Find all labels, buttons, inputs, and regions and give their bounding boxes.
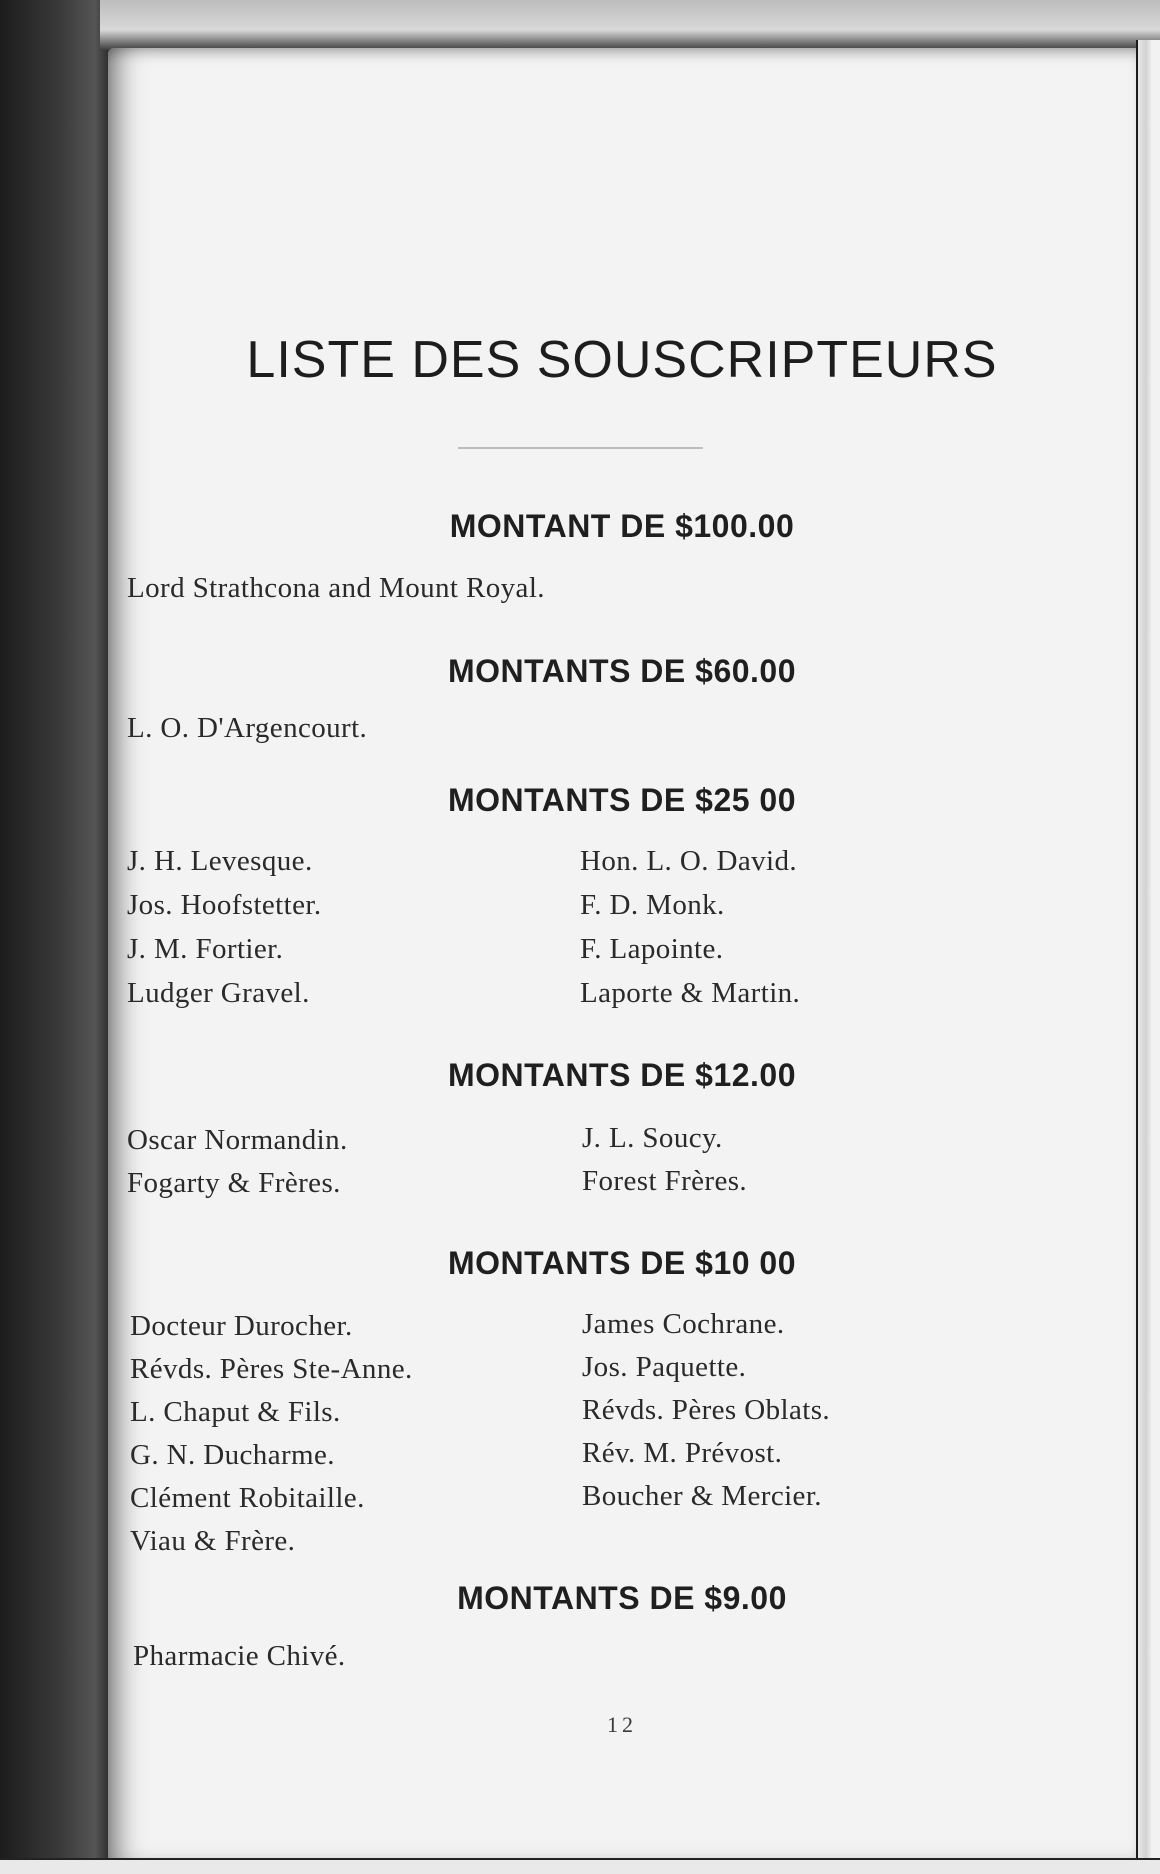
subscriber-name: F. D. Monk. [580,889,725,921]
subscriber-name: F. Lapointe. [580,933,724,965]
subscriber-name: James Cochrane. [582,1308,785,1340]
section-heading: MONTANTS DE $25 00 [447,782,797,818]
subscriber-name: G. N. Ducharme. [130,1439,335,1471]
subscriber-name: Forest Frères. [582,1165,748,1197]
subscriber-name: Boucher & Mercier. [582,1480,822,1512]
section-heading: MONTANTS DE $10 00 [447,1245,797,1281]
section-heading: MONTANTS DE $9.00 [457,1580,787,1616]
subscriber-name: Docteur Durocher. [130,1310,353,1342]
subscriber-name: Viau & Frère. [130,1525,296,1557]
subscriber-name: J. L. Soucy. [582,1122,723,1154]
subscriber-name: Pharmacie Chivé. [133,1640,346,1672]
section-heading: MONTANTS DE $60.00 [447,653,797,689]
subscriber-name: J. M. Fortier. [127,933,284,965]
page-top-shadow [100,0,1160,50]
subscriber-name: Révds. Pères Ste-Anne. [130,1353,413,1385]
subscriber-name: L. O. D'Argencourt. [127,712,368,744]
subscriber-name: Hon. L. O. David. [580,845,798,877]
subscriber-name: Oscar Normandin. [127,1124,348,1156]
subscriber-name: Ludger Gravel. [127,977,310,1009]
subscriber-name: Fogarty & Frères. [127,1167,341,1199]
subscriber-name: Rév. M. Prévost. [582,1437,783,1469]
section-heading: MONTANT DE $100.00 [449,508,795,544]
page-number: 12 [607,1712,637,1737]
page-title: LISTE DES SOUSCRIPTEURS [246,331,998,389]
subscriber-name: Jos. Paquette. [582,1351,747,1383]
section-heading: MONTANTS DE $12.00 [447,1057,797,1093]
subscriber-name: Jos. Hoofstetter. [127,889,322,921]
title-divider [458,447,703,449]
page-right-edge [1136,40,1160,1872]
subscriber-name: J. H. Levesque. [127,845,313,877]
subscriber-name: Révds. Pères Oblats. [582,1394,831,1426]
subscriber-name: Laporte & Martin. [580,977,801,1009]
subscriber-name: Clément Robitaille. [130,1482,365,1514]
subscriber-name: L. Chaput & Fils. [130,1396,341,1428]
subscriber-name: Lord Strathcona and Mount Royal. [127,572,545,604]
